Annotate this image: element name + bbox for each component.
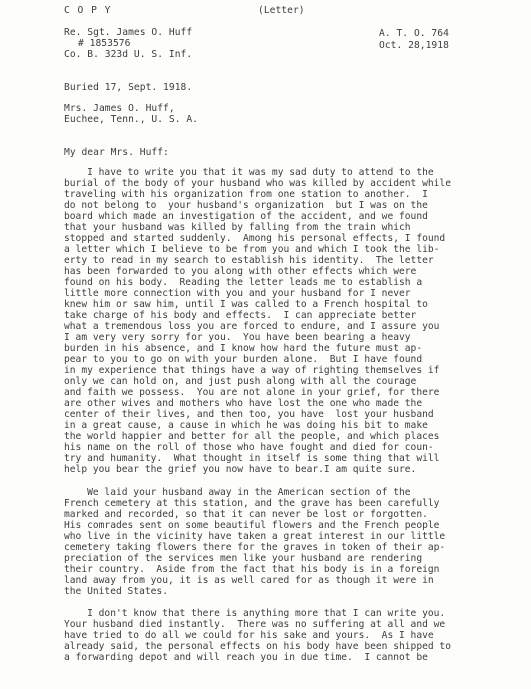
letter-line: erty to read in my search to establish his identity. The letter [64,255,434,266]
letter-line: a letter which I believe to be from you and which I took the lib- [64,244,440,255]
letter-line: help you bear the grief you now have to bear.I am quite sure. [64,464,417,475]
letter-line: take charge of his body and effects. I can appreciate better [64,310,417,321]
letter-line: Your husband died instantly. There was no suffering at all and we [64,619,446,630]
ref-service-number: # 1853576 [78,38,131,49]
letter-line: have tried to do all we could for his sake and yours. As I have [64,630,434,641]
letter-line: preciation of the services men like your husband are rendering [64,553,423,564]
recipient-name: Mrs. James O. Huff, [64,103,175,114]
letter-line: French cemetery at this station, and the grave has been carefully [64,498,440,509]
letter-line: little more connection with you and your husband for I never [64,288,411,299]
letter-date: Oct. 28,1918 [379,40,449,51]
letter-line: and faith we possess. You are not alone in your grief, for there [64,387,440,398]
letter-line: I don't know that there is anything more that I can write you. [64,608,446,619]
letter-line: in my experience that things have a way of righting themselves if [64,365,440,376]
recipient-location: Euchee, Tenn., U. S. A. [64,114,198,125]
letter-line: who live in the vicinity have taken a great interest in our little [64,531,446,542]
letter-line: that your husband was killed by falling from the train which [64,222,411,233]
ref-unit: Co. B. 323d U. S. Inf. [64,49,193,60]
letter-line: marked and recorded, so that it can never be lost or forgotten. [64,509,428,520]
letter-line: pear to you to go on with your burden alone. But I have found [64,354,423,365]
salutation: My dear Mrs. Huff: [64,147,169,158]
letter-line: traveling with his organization from one station to another. I [64,189,428,200]
doc-type-label: (Letter) [258,5,305,16]
letter-line: found on his body. Reading the letter leads me to establish a [64,277,423,288]
letter-line: already said, the personal effects on his body have been shipped to [64,641,451,652]
letter-line: are other wives and mothers who have lost the one who made the [64,398,423,409]
letter-line: We laid your husband away in the American section of the [64,487,411,498]
letter-line: in a great cause, a cause in which he was doing his bit to make [64,420,428,431]
letter-line: try and humanity. What thought in itself is some thing that will [64,453,440,464]
letter-line: only we can hold on, and just push along with all the courage [64,376,417,387]
letter-line: His comrades sent on some beautiful flowers and the French people [64,520,440,531]
letter-line: his name on the roll of those who have fought and died for coun- [64,442,434,453]
letter-line: the United States. [64,586,168,597]
apo-number: A. T. O. 764 [379,28,449,39]
letter-line: land away from you, it is as well cared for as though it were in [64,575,434,586]
letter-line: burial of the body of your husband who was killed by accident while [64,178,451,189]
letter-line: center of their lives, and then too, you have lost your husband [64,409,434,420]
letter-line: I have to write you that it was my sad duty to attend to the [64,167,434,178]
burial-date: Buried 17, Sept. 1918. [64,82,193,93]
letter-line: the world happier and better for all the people, and which places [64,431,440,442]
letter-line: stopped and started suddenly. Among his personal effects, I found [64,233,446,244]
letter-line: board which made an investigation of the accident, and we found [64,211,428,222]
letter-line: their country. Aside from the fact that his body is in a foreign [64,564,440,575]
letter-line: a forwarding depot and will reach you in due time. I cannot be [64,652,428,663]
letter-line: I am very very sorry for you. You have been bearing a heavy [64,332,411,343]
letter-line: knew him or saw him, until I was called to a French hospital to [64,299,428,310]
copy-label: C O P Y [64,5,112,16]
letter-line: has been forwarded to you along with other effects which were [64,266,417,277]
ref-soldier-name: Re. Sgt. James O. Huff [64,27,193,38]
letter-line: what a tremendous loss you are forced to endure, and I assure you [64,321,440,332]
letter-line: do not belong to your husband's organization but I was on the [64,200,428,211]
letter-line: cemetery taking flowers there for the graves in token of their ap- [64,542,446,553]
letter-line: burden in his absence, and I know how hard the future must ap- [64,343,423,354]
